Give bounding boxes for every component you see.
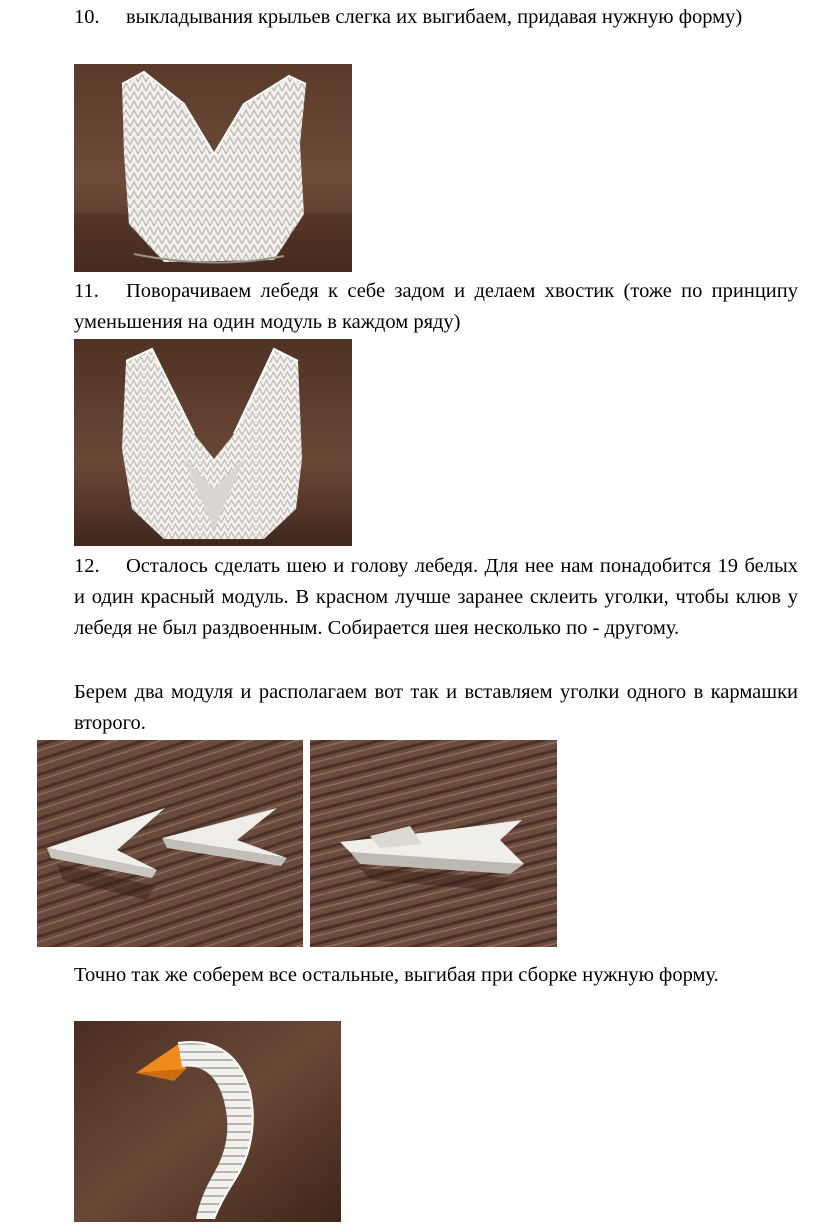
step-number: 10.	[74, 6, 100, 28]
modules-paragraph: Берем два модуля и располагаем вот так и вставляем уголки одного в кармашки второго.	[74, 681, 798, 734]
photo-swan-wings	[74, 64, 352, 272]
step-text: Осталось сделать шею и голову лебедя. Для нее нам понадобится 19 белых и один красный модуль. В красном лучше заранее склеить уголки, чтобы клюв у лебедя не был раздвоенным. Собирается шея несколько по - другому.	[74, 555, 798, 639]
step-number: 11.	[74, 280, 99, 302]
step-text: Поворачиваем лебедя к себе задом и делаем хвостик (тоже по принципу уменьшения на один модуль в каждом ряду)	[74, 280, 798, 333]
assembly-paragraph: Точно так же соберем все остальные, выгибая при сборке нужную форму.	[74, 964, 719, 986]
photo-swan-neck	[74, 1021, 341, 1222]
step-11-paragraph	[74, 276, 798, 338]
photo-swan-tail	[74, 339, 352, 546]
step-10-paragraph	[74, 2, 798, 33]
photo-joined-modules	[310, 740, 557, 947]
photo-two-modules	[37, 740, 303, 947]
step-number: 12.	[74, 555, 100, 577]
step-text: выкладывания крыльев слегка их выгибаем, придавая нужную форму)	[126, 6, 743, 28]
step-12-paragraph	[74, 551, 798, 644]
